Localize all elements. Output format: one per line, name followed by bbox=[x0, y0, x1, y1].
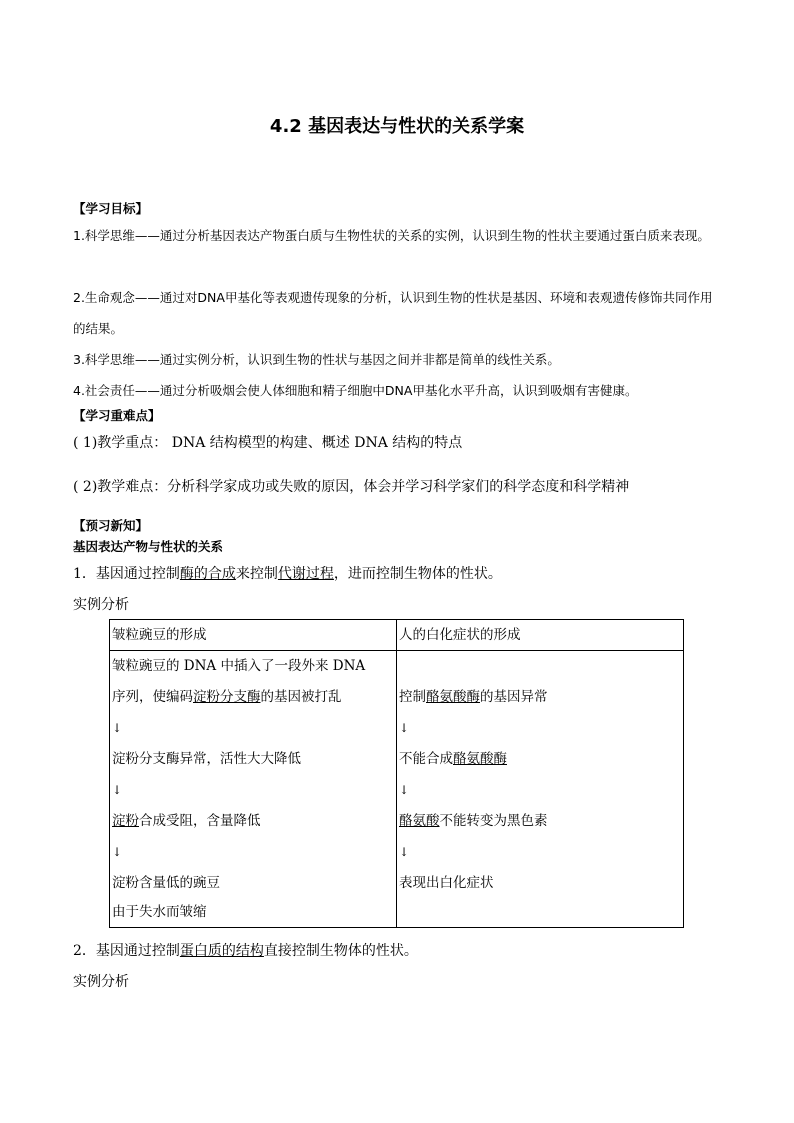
spacer bbox=[399, 651, 683, 682]
blank-tyrosinase: 酪氨酸酶 bbox=[426, 689, 480, 705]
pea-step-1: 皱粒豌豆的 DNA 中插入了一段外来 DNA bbox=[112, 658, 366, 674]
example-label-2: 实例分析 bbox=[73, 974, 129, 990]
preview-subheading: 基因表达产物与性状的关系 bbox=[73, 539, 224, 554]
table-row bbox=[110, 651, 684, 928]
albino-step-4: 表现出白化症状 bbox=[399, 875, 494, 891]
blank-metabolism: 代谢过程 bbox=[277, 566, 334, 582]
key-points-heading: 【学习重难点】 bbox=[73, 408, 161, 423]
down-arrow-icon: ↓ bbox=[112, 783, 123, 797]
down-arrow-icon: ↓ bbox=[399, 721, 410, 735]
comparison-table bbox=[109, 619, 684, 928]
text: 的基因异常 bbox=[480, 689, 548, 705]
example-label-1: 实例分析 bbox=[73, 597, 129, 613]
down-arrow-icon: ↓ bbox=[112, 845, 123, 859]
table-header-row bbox=[110, 620, 684, 651]
text: 序列，使编码 bbox=[112, 689, 193, 705]
blank-starch-branching-enzyme: 淀粉分支酶 bbox=[193, 689, 261, 705]
teaching-focus: ( 1)教学重点： DNA 结构模型的构建、概述 DNA 结构的特点 bbox=[73, 435, 463, 451]
albinism-cell bbox=[397, 651, 684, 928]
objective-3: 3.科学思维——通过实例分析，认识到生物的性状与基因之间并非都是简单的线性关系。 bbox=[73, 352, 560, 367]
page-title: 4.2 基因表达与性状的关系学案 bbox=[269, 116, 525, 137]
text: 不能合成 bbox=[399, 751, 453, 767]
point-2 bbox=[73, 940, 418, 960]
blank-tyrosine: 酪氨酸 bbox=[399, 813, 440, 829]
point-1-part: 1．基因通过控制 bbox=[73, 566, 180, 582]
albino-step-3 bbox=[399, 806, 683, 837]
down-arrow-icon: ↓ bbox=[112, 721, 123, 735]
blank-starch: 淀粉 bbox=[112, 813, 139, 829]
text: 的基因被打乱 bbox=[260, 689, 342, 705]
pea-step-4b: 由于失水而皱缩 bbox=[112, 904, 207, 920]
point-1-part: ，进而控制生物体的性状。 bbox=[333, 566, 502, 582]
objective-1: 1.科学思维——通过分析基因表达产物蛋白质与生物性状的关系的实例，认识到生物的性状主要通过蛋白质来表现。 bbox=[73, 228, 710, 243]
point-1-part: 来控制 bbox=[235, 566, 278, 582]
text: 控制 bbox=[399, 689, 426, 705]
header-wrinkled-pea: 皱粒豌豆的形成 bbox=[110, 620, 397, 651]
text: 合成受阻，含量降低 bbox=[139, 813, 261, 829]
blank-enzyme-synthesis: 酶的合成 bbox=[179, 566, 236, 582]
pea-step-3 bbox=[112, 806, 396, 837]
objective-4: 4.社会责任——通过分析吸烟会使人体细胞和精子细胞中DNA甲基化水平升高，认识到吸烟有害健康。 bbox=[73, 383, 638, 398]
down-arrow-icon: ↓ bbox=[399, 845, 410, 859]
pea-step-4: 淀粉含量低的豌豆 bbox=[112, 875, 220, 891]
blank-tyrosinase: 酪氨酸酶 bbox=[453, 751, 507, 767]
preview-heading: 【预习新知】 bbox=[73, 518, 149, 533]
pea-step-1b bbox=[112, 682, 396, 713]
objectives-heading: 【学习目标】 bbox=[73, 201, 149, 216]
text: 不能转变为黑色素 bbox=[439, 813, 548, 829]
point-2-part: 2．基因通过控制 bbox=[73, 943, 180, 959]
down-arrow-icon: ↓ bbox=[399, 783, 410, 797]
albino-step-2 bbox=[399, 744, 683, 775]
wrinkled-pea-cell bbox=[110, 651, 397, 928]
header-albinism: 人的白化症状的形成 bbox=[397, 620, 684, 651]
teaching-difficulty: ( 2)教学难点：分析科学家成功或失败的原因，体会并学习科学家们的科学态度和科学精神 bbox=[73, 479, 630, 495]
pea-step-2: 淀粉分支酶异常，活性大大降低 bbox=[112, 751, 301, 767]
albino-step-1 bbox=[399, 682, 683, 713]
point-1 bbox=[73, 563, 502, 583]
blank-protein-structure: 蛋白质的结构 bbox=[179, 943, 264, 959]
objective-2: 2.生命观念——通过对DNA甲基化等表观遗传现象的分析，认识到生物的性状是基因、环境和表观遗传修饰共同作用的结果。 bbox=[73, 290, 713, 336]
point-2-part: 直接控制生物体的性状。 bbox=[263, 943, 418, 959]
